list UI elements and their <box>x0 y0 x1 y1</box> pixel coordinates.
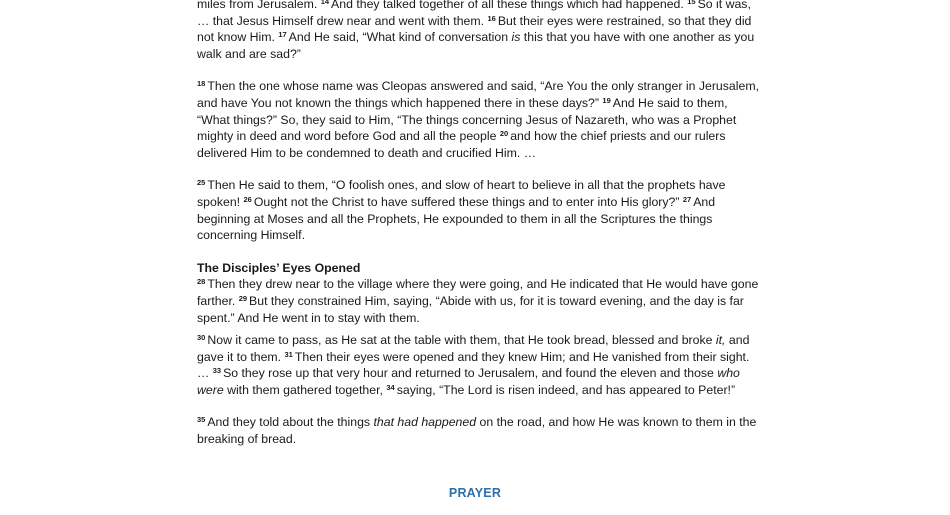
verse-text: And He said, “What kind of conversation <box>288 30 512 45</box>
paragraph-6 <box>197 414 762 447</box>
verse-text: So it was, … that Jesus Himself drew near and went with them. <box>197 0 751 28</box>
verse-text: this that you have with one another as you walk and are sad?” <box>197 30 755 61</box>
verse-number: 20 <box>499 129 509 139</box>
verse-text: miles from Jerusalem. <box>197 0 321 11</box>
verse-number: 19 <box>602 95 611 105</box>
verse-number: 15 <box>687 0 696 6</box>
verse-number: 14 <box>320 0 330 6</box>
verse-text: Then their eyes were opened and they knew Him; and He vanished from their sight. … <box>197 349 750 381</box>
verse-text: and gave it to them. <box>197 333 750 364</box>
verse-text: And they talked together of all these things which had happened. <box>331 0 688 11</box>
verse-number: 34 <box>386 382 395 392</box>
verse-text: and how the chief priests and our rulers delivered Him to be condemned to death and crucified Him. … <box>197 129 726 160</box>
paragraph-4 <box>197 276 762 326</box>
verse-text: And He said to them, “What things?” So, they said to Him, “The things concerning Jesus of Nazareth, who was a Prophet mighty in deed and word before God and all the people <box>197 95 737 144</box>
paragraph-2 <box>197 78 762 161</box>
paragraph-1 <box>197 0 762 62</box>
verse-number: 17 <box>278 30 287 40</box>
section-disciples-eyes-opened <box>197 260 762 326</box>
italic-text: it, <box>715 333 726 348</box>
verse-text: Now it came to pass, as He sat at the table with them, that He took bread, blessed and broke <box>207 333 716 348</box>
italic-text: that had happened <box>373 415 477 430</box>
italic-text: who were <box>197 366 740 397</box>
verse-text: Then He said to them, “O foolish ones, and slow of heart to believe in all that the prophets have spoken! <box>197 178 726 209</box>
verse-number: 18 <box>197 79 206 89</box>
verse-text: Then they drew near to the village where they were going, and He indicated that He would have gone farther. <box>197 277 759 308</box>
verse-number: 27 <box>682 194 692 204</box>
verse-number: 29 <box>238 293 248 303</box>
verse-text: So they rose up that very hour and returned to Jerusalem, and found the eleven and those <box>223 366 718 381</box>
verse-text: And beginning at Moses and all the Prophets, He expounded to them in all the Scriptures the things concerning Himself. <box>197 194 716 243</box>
verse-text: with them gathered together, <box>223 382 387 397</box>
verse-number: 33 <box>212 366 222 376</box>
verse-text: saying, “The Lord is risen indeed, and has appeared to Peter!” <box>396 382 736 397</box>
verse-text: But they constrained Him, saying, “Abide with us, for it is toward evening, and the day is far spent.” And He went in to stay with them. <box>197 293 744 325</box>
verse-number: 26 <box>243 194 252 204</box>
verse-number: 31 <box>284 349 293 359</box>
section-heading: The Disciples’ Eyes Opened <box>197 260 361 275</box>
verse-text: Then the one whose name was Cleopas answered and said, “Are You the only stranger in Jerusalem, and have You not known the things which happened there in these days?” <box>197 79 759 110</box>
italic-text: is <box>511 30 521 45</box>
verse-number: 25 <box>197 178 206 188</box>
verse-text: on the road, and how He was known to them in the breaking of bread. <box>197 415 757 447</box>
scripture-passage <box>197 0 762 464</box>
verse-number: 28 <box>197 277 206 287</box>
verse-number: 30 <box>197 333 206 343</box>
verse-text: And they told about the things <box>207 415 374 430</box>
verse-text: Ought not the Christ to have suffered these things and to enter into His glory?” <box>253 194 683 209</box>
paragraph-3 <box>197 177 762 243</box>
verse-number: 35 <box>197 415 206 425</box>
paragraph-5 <box>197 332 762 398</box>
prayer-heading: PRAYER <box>448 486 502 500</box>
verse-text: But their eyes were restrained, so that they did not know Him. <box>197 13 752 45</box>
verse-number: 16 <box>487 13 496 23</box>
